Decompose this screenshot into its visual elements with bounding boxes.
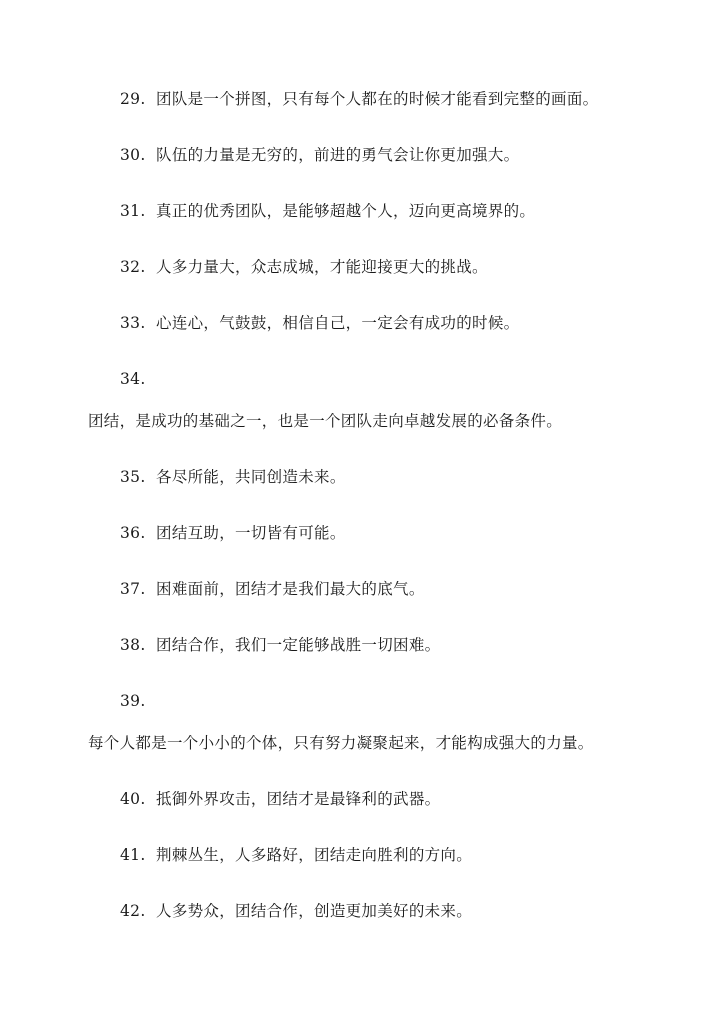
list-item: [120, 844, 472, 866]
item-text: 团结互助，一切皆有可能。: [156, 524, 346, 542]
item-text: 真正的优秀团队，是能够超越个人，迈向更高境界的。: [156, 202, 536, 220]
item-text: 心连心，气鼓鼓，相信自己，一定会有成功的时候。: [156, 314, 520, 332]
item-number: 40.: [120, 790, 146, 808]
item-number: 33.: [120, 314, 146, 332]
item-number: 32.: [120, 258, 146, 276]
list-item: [120, 312, 519, 334]
list-item: [120, 522, 346, 544]
item-number: 41.: [120, 846, 146, 864]
item-text: 团结合作，我们一定能够战胜一切困难。: [156, 636, 441, 654]
item-number: 29.: [120, 90, 146, 108]
item-text: 团队是一个拼图，只有每个人都在的时候才能看到完整的画面。: [156, 90, 599, 108]
item-text: 人多势众，团结合作，创造更加美好的未来。: [156, 902, 473, 920]
list-item: [120, 788, 440, 810]
item-text: 荆棘丛生，人多路好，团结走向胜利的方向。: [156, 846, 473, 864]
item-number: 37.: [120, 580, 146, 598]
list-item-wrapped-text: [88, 732, 594, 754]
list-item-wrapped-text: [88, 410, 562, 432]
item-text: 每个人都是一个小小的个体，只有努力凝聚起来，才能构成强大的力量。: [88, 734, 594, 752]
item-number: 34.: [120, 370, 146, 388]
item-text: 团结，是成功的基础之一，也是一个团队走向卓越发展的必备条件。: [88, 412, 563, 430]
list-item: [120, 578, 425, 600]
list-item: [120, 88, 598, 110]
list-item-number-only: [120, 690, 146, 712]
item-text: 困难面前，团结才是我们最大的底气。: [156, 580, 425, 598]
item-number: 42.: [120, 902, 146, 920]
item-number: 36.: [120, 524, 146, 542]
item-number: 38.: [120, 636, 146, 654]
item-number: 39.: [120, 692, 146, 710]
item-number: 31.: [120, 202, 146, 220]
list-item: [120, 256, 488, 278]
item-text: 各尽所能，共同创造未来。: [156, 468, 346, 486]
list-item: [120, 200, 535, 222]
list-item: [120, 144, 519, 166]
item-text: 人多力量大，众志成城，才能迎接更大的挑战。: [156, 258, 488, 276]
item-text: 队伍的力量是无穷的，前进的勇气会让你更加强大。: [156, 146, 520, 164]
list-item: [120, 634, 440, 656]
list-item-number-only: [120, 368, 146, 390]
list-item: [120, 900, 472, 922]
item-number: 35.: [120, 468, 146, 486]
item-text: 抵御外界攻击，团结才是最锋利的武器。: [156, 790, 441, 808]
item-number: 30.: [120, 146, 146, 164]
list-item: [120, 466, 346, 488]
